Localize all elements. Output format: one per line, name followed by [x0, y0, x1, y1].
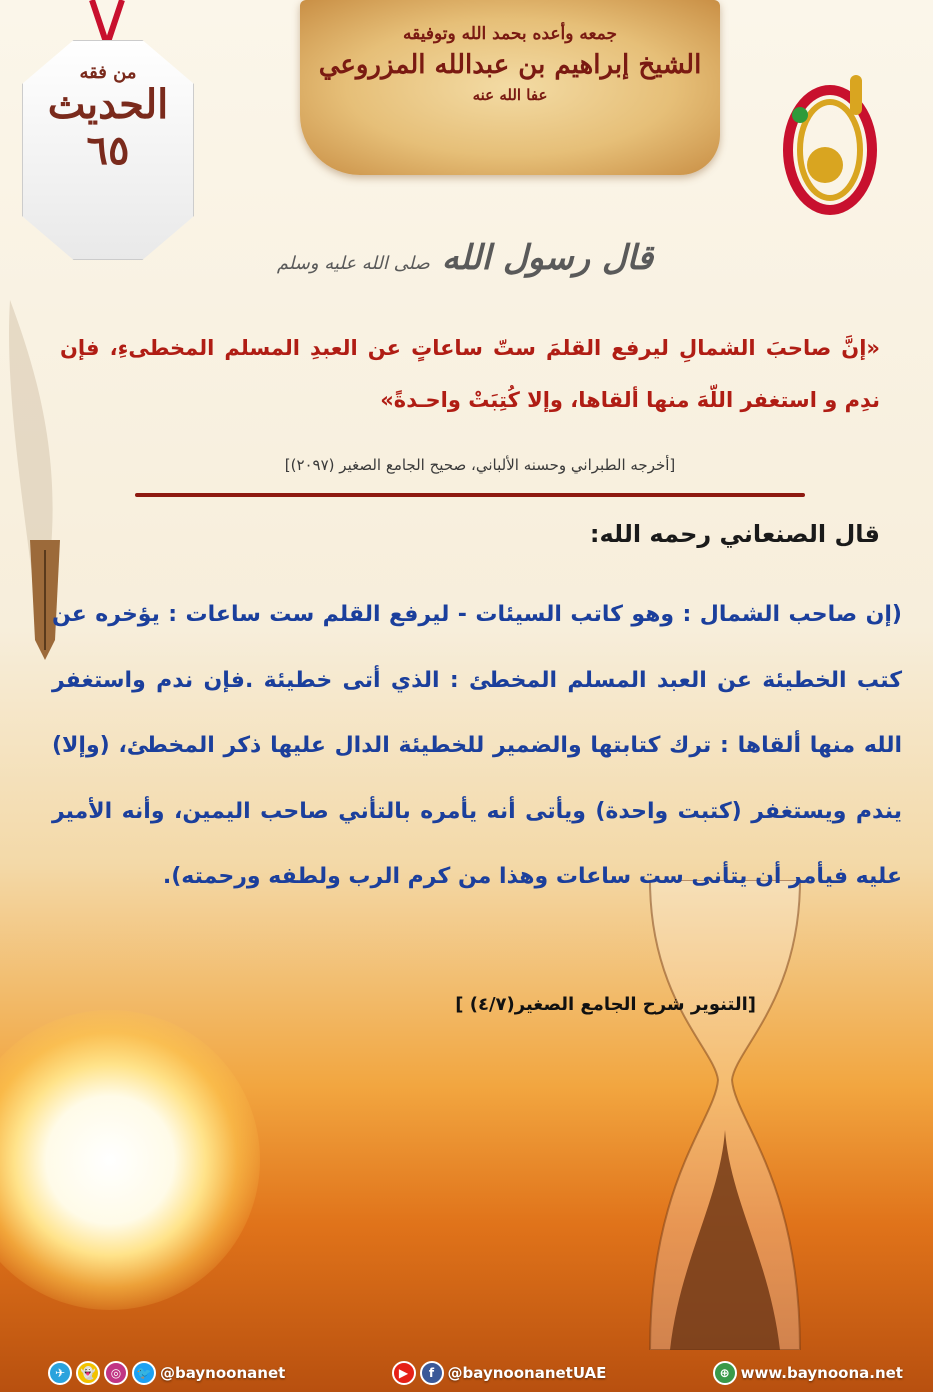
twitter-icon[interactable]: 🐦: [132, 1361, 156, 1385]
hadith-source: [أخرجه الطبراني وحسنه الألباني، صحيح الجامع الصغير (٢٠٩٧)]: [284, 456, 676, 474]
hadith-text: «إنَّ صاحبَ الشمالِ ليرفع القلمَ ستّ ساعاتٍ عن العبدِ المسلم المخطىءِ، فإن ندِم و استغفر اللّهَ منها ألقاها، وإلا كُتِبَتْ واحـدةً»: [60, 336, 880, 412]
youtube-icon[interactable]: ▶: [392, 1361, 416, 1385]
instagram-icon[interactable]: ◎: [104, 1361, 128, 1385]
author-name: الشيخ إبراهيم بن عبدالله المزروعي: [318, 50, 702, 80]
author-credit: [300, 24, 720, 104]
tag-line-2: الحديث: [47, 81, 169, 128]
hourglass-decoration: [640, 880, 810, 1350]
baynoona-logo: [770, 55, 890, 220]
social-group-2: [392, 1361, 607, 1385]
social-group-1: [48, 1361, 285, 1385]
commentary-reference: [التنوير شرح الجامع الصغير(٤/٧) ]: [455, 994, 756, 1015]
snapchat-icon[interactable]: 👻: [76, 1361, 100, 1385]
lesson-tag-text: [22, 62, 194, 173]
credit-line-1: جمعه وأعده بحمد الله وتوفيقه: [402, 24, 618, 44]
social-footer: [48, 1358, 903, 1388]
page-title: [250, 238, 680, 278]
globe-icon[interactable]: ⊕: [713, 1361, 737, 1385]
title-text: قال رسول الله: [441, 238, 654, 278]
website-group: [713, 1361, 903, 1385]
sunset-sun: [0, 1010, 260, 1310]
tag-line-1: من فقه: [79, 62, 137, 83]
telegram-icon[interactable]: ✈: [48, 1361, 72, 1385]
commentary-text: (إن صاحب الشمال : وهو كاتب السيئات - ليرفع القلم ست ساعات : يؤخره عن كتب الخطيئة عن العبد المسلم المخطئ : الذي أتى خطيئة .فإن ندم واستغفر الله منها ألقاها : ترك كتابتها والضمير للخطيئة الدال عليها ذكر المخطئ، (وإلا) يندم ويستغفر (كتبت واحدة) ويأتى أنه يأمره بالتأني صاحب اليمين، وأنه الأمير عليه فيأمر أن يتأنى ست ساعات وهذا من كرم الرب ولطفه ورحمته).: [52, 602, 902, 889]
facebook-icon[interactable]: f: [420, 1361, 444, 1385]
handle-baynoonanetuae[interactable]: @baynoonanetUAE: [447, 1364, 607, 1382]
website-link[interactable]: www.baynoona.net: [740, 1364, 903, 1382]
credit-line-3: عفا الله عنه: [472, 86, 548, 104]
pbuh-text: صلى الله عليه وسلم: [276, 253, 430, 274]
lesson-number: ٦٥: [86, 127, 130, 174]
divider: [135, 493, 805, 497]
commentary-title: قال الصنعاني رحمه الله:: [589, 520, 880, 548]
handle-baynoonanet[interactable]: @baynoonanet: [160, 1364, 286, 1382]
